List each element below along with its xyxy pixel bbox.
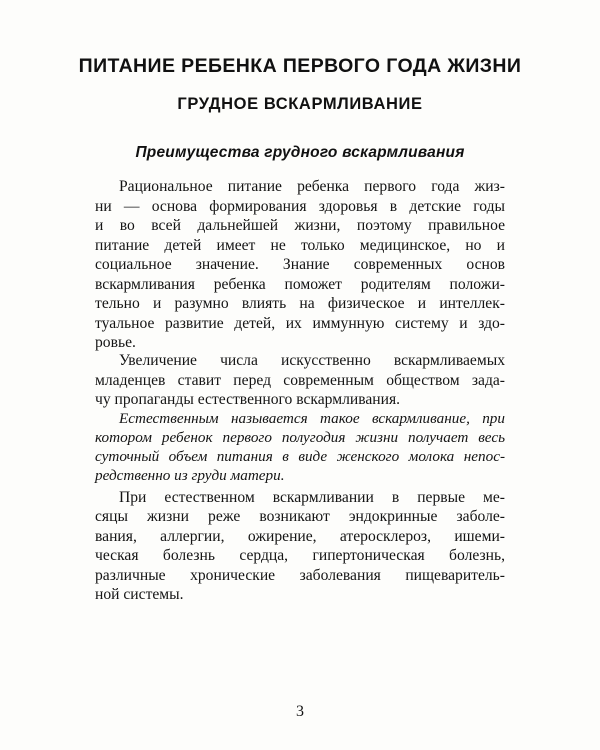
text-line: ческая болезнь сердца, гипертоническая болезнь, [95, 547, 505, 564]
text-line: тельно и разумно влиять на физическое и интеллек- [95, 295, 505, 312]
text-line: сяцы жизни реже возникают эндокринные заболе- [95, 508, 505, 525]
text-line: Рациональное питание ребенка первого года жиз- [119, 178, 505, 195]
text-line: младенцев ставит перед современным обществом зада- [95, 372, 505, 389]
definition-line: суточный объем питания в виде женского молока непос- [95, 448, 505, 465]
chapter-title: ПИТАНИЕ РЕБЕНКА ПЕРВОГО ГОДА ЖИЗНИ [78, 55, 522, 77]
definition-line: котором ребенок первого полугодия жизни получает весь [95, 429, 505, 446]
page-number: 3 [296, 703, 304, 720]
text-line: Увеличение числа искусственно вскармливаемых [119, 352, 505, 369]
definition-line: редственно из груди матери. [95, 467, 285, 484]
text-line: вскармливания ребенка поможет родителям положи- [95, 276, 505, 293]
text-line: чу пропаганды естественного вскармливания. [95, 391, 401, 408]
text-line: питание детей имеет не только медицинское, но и [95, 237, 505, 254]
text-line: различные хронические заболевания пищеваритель- [95, 567, 505, 584]
text-line: и во всей дальнейшей жизни, поэтому правильное [95, 217, 505, 234]
subsection-title: Преимущества грудного вскармливания [135, 144, 465, 161]
text-line: ной системы. [95, 586, 184, 603]
text-line: социальное значение. Знание современных основ [95, 256, 505, 273]
text-line: При естественном вскармливании в первые ме- [119, 489, 505, 506]
text-line: вания, аллергии, ожирение, атеросклероз, ишеми- [95, 528, 505, 545]
text-line: ни — основа формирования здоровья в детские годы [95, 198, 505, 215]
section-title: ГРУДНОЕ ВСКАРМЛИВАНИЕ [177, 95, 423, 113]
definition-line: Естественным называется такое вскармливание, при [119, 410, 505, 427]
text-line: туальное развитие детей, их иммунную систему и здо- [95, 315, 505, 332]
text-line: ровье. [95, 334, 136, 351]
